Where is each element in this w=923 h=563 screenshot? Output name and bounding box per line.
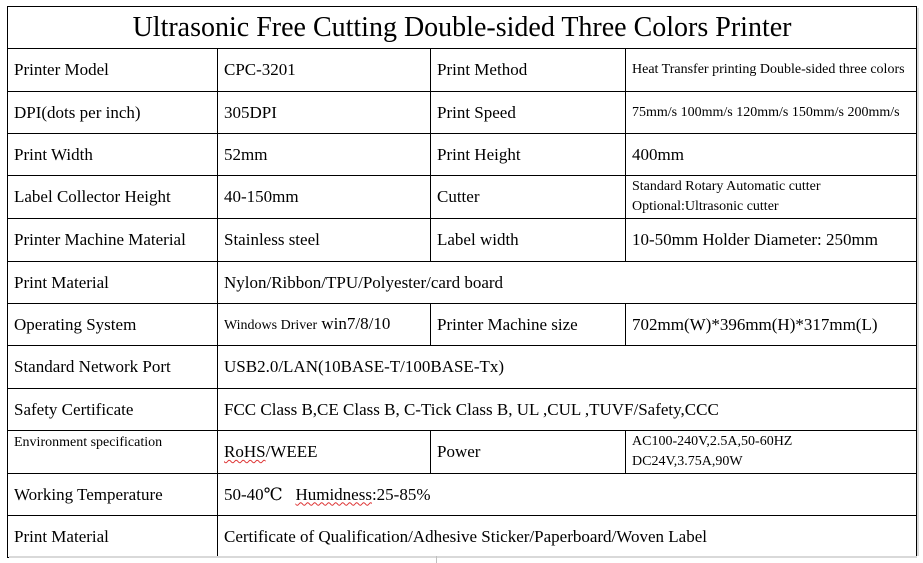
spec-label: Printer Model (8, 49, 218, 92)
spec-value (218, 304, 431, 346)
spec-label: Label width (431, 219, 626, 262)
table-row (8, 389, 917, 431)
spec-value: 40-150mm (218, 176, 431, 219)
table-row (8, 474, 917, 516)
spec-label: Operating System (8, 304, 218, 346)
table-row (8, 431, 917, 474)
cutter-standard: Standard Rotary Automatic cutter (632, 179, 821, 194)
power-dc: DC24V,3.75A,90W (632, 454, 743, 469)
spec-label: Environment specification (8, 431, 218, 474)
spec-value: FCC Class B,CE Class B, C-Tick Class B, UL ,CUL ,TUVF/Safety,CCC (218, 389, 917, 431)
spec-value: 305DPI (218, 92, 431, 134)
spec-label: Print Method (431, 49, 626, 92)
spec-value: 10-50mm Holder Diameter: 250mm (626, 219, 917, 262)
table-row (8, 516, 917, 558)
humidness-range: :25-85% (371, 484, 431, 504)
spec-value: Stainless steel (218, 219, 431, 262)
spec-value (218, 431, 431, 474)
spec-table (7, 6, 917, 558)
spec-value: Certificate of Qualification/Adhesive Sticker/Paperboard/Woven Label (218, 516, 917, 558)
spec-label: Print Material (8, 516, 218, 558)
table-row (8, 346, 917, 389)
spec-value: 702mm(W)*396mm(H)*317mm(L) (626, 304, 917, 346)
spec-label: Printer Machine Material (8, 219, 218, 262)
ruler-tick (436, 556, 437, 563)
weee-text: /WEEE (265, 442, 318, 461)
rohs-text: RoHS (224, 442, 266, 461)
table-row (8, 49, 917, 92)
spec-value (218, 474, 917, 516)
spec-label: Working Temperature (8, 474, 218, 516)
table-row (8, 176, 917, 219)
temperature-range: 50-40℃ (224, 484, 283, 504)
os-driver: Windows Driver (224, 317, 318, 333)
cutter-optional: Optional:Ultrasonic cutter (632, 199, 779, 214)
table-row (8, 304, 917, 346)
spec-label: Cutter (431, 176, 626, 219)
spec-label: Power (431, 431, 626, 474)
spec-label: DPI(dots per inch) (8, 92, 218, 134)
table-row (8, 92, 917, 134)
spec-value (626, 431, 917, 474)
spec-value: 400mm (626, 134, 917, 176)
humidness-label: Humidness (295, 484, 372, 504)
page-title: Ultrasonic Free Cutting Double-sided Three Colors Printer (8, 7, 917, 49)
spec-label: Printer Machine size (431, 304, 626, 346)
power-ac: AC100-240V,2.5A,50-60HZ (632, 434, 793, 449)
spec-value: USB2.0/LAN(10BASE-T/100BASE-Tx) (218, 346, 917, 389)
os-versions: win7/8/10 (321, 313, 391, 333)
spec-label: Print Speed (431, 92, 626, 134)
spec-label: Standard Network Port (8, 346, 218, 389)
page-shadow-right (917, 8, 919, 556)
spec-label: Safety Certificate (8, 389, 218, 431)
spec-value: 75mm/s 100mm/s 120mm/s 150mm/s 200mm/s (626, 92, 917, 134)
spec-value (626, 176, 917, 219)
spec-document (7, 6, 916, 558)
spec-label: Label Collector Height (8, 176, 218, 219)
spec-value: Heat Transfer printing Double-sided three colors (626, 49, 917, 92)
spec-label: Print Width (8, 134, 218, 176)
spec-label: Print Height (431, 134, 626, 176)
spec-value: Nylon/Ribbon/TPU/Polyester/card board (218, 262, 917, 304)
table-row (8, 219, 917, 262)
spec-value: 52mm (218, 134, 431, 176)
page-shadow-bottom (9, 556, 917, 558)
spec-value: CPC-3201 (218, 49, 431, 92)
table-row (8, 262, 917, 304)
table-row (8, 134, 917, 176)
spec-label: Print Material (8, 262, 218, 304)
title-row (8, 7, 917, 49)
